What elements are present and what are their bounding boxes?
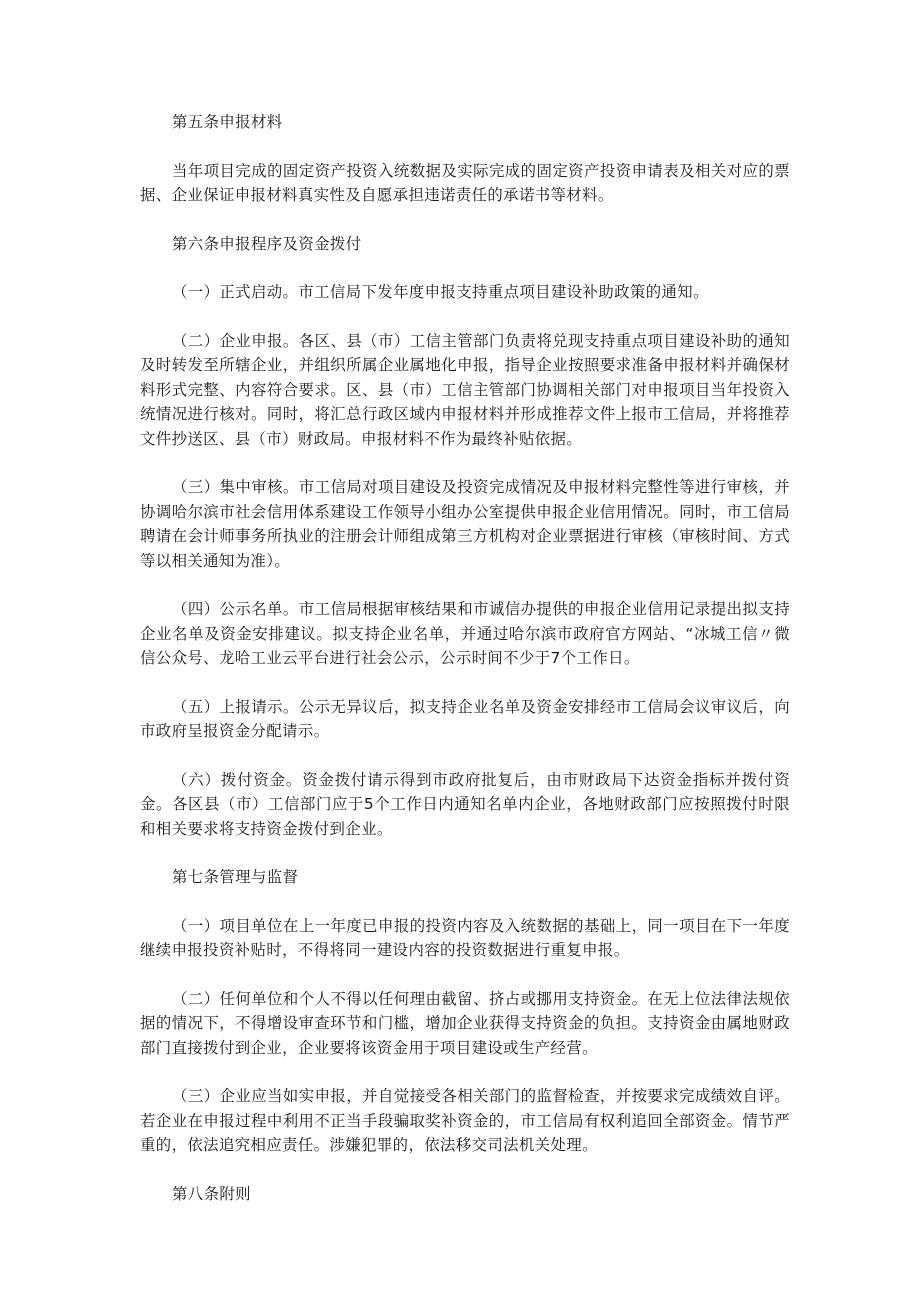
article-7-item-3: （三）企业应当如实申报，并自觉接受各相关部门的监督检查，并按要求完成绩效自评。若企业在申报过程中利用不正当手段骗取奖补资金的，市工信局有权利追回全部资金。情节严重的，依法追究相应责任。涉嫌犯罪的，依法移交司法机关处理。	[140, 1087, 790, 1154]
article-5-heading: 第五条申报材料	[172, 113, 283, 131]
article-6-item-6: （六）拨付资金。资金拨付请示得到市政府批复后，由市财政局下达资金指标并拨付资金。各区县（市）工信部门应于5个工作日内通知名单内企业，各地财政部门应按照拨付时限和相关要求将支持资金拨付到企业。	[140, 770, 790, 838]
article-6-item-2: （二）企业申报。各区、县（市）工信主管部门负责将兑现支持重点项目建设补助的通知及时转发至所辖企业，并组织所属企业属地化申报，指导企业按照要求准备申报材料并确保材料形式完整、内容符合要求。区、县（市）工信主管部门协调相关部门对申报项目当年投资入统情况进行核对。同时，将汇总行政区域内申报材料并形成推荐文件上报市工信局，并将推荐文件抄送区、县（市）财政局。申报材料不作为最终补贴依据。	[140, 331, 790, 448]
article-8-heading: 第八条附则	[172, 1184, 251, 1203]
article-6-heading: 第六条申报程序及资金拨付	[172, 234, 362, 253]
article-6-item-5: （五）上报请示。公示无异议后，拟支持企业名单及资金安排经市工信局会议审议后，向市政府呈报资金分配请示。	[140, 697, 790, 740]
article-5-paragraph: 当年项目完成的固定资产投资入统数据及实际完成的固定资产投资申请表及相关对应的票据、企业保证申报材料真实性及自愿承担违诺责任的承诺书等材料。	[140, 161, 790, 204]
document-page	[140, 110, 790, 1230]
article-7-item-2: （二）任何单位和个人不得以任何理由截留、挤占或挪用支持资金。在无上位法律法规依据的情况下，不得增设审查环节和门槛，增加企业获得支持资金的负担。支持资金由属地财政部门直接拨付到企业，企业要将该资金用于项目建设或生产经营。	[140, 989, 790, 1057]
article-6-item-1: （一）正式启动。市工信局下发年度申报支持重点项目建设补助政策的通知。	[172, 283, 709, 301]
article-7-item-1: （一）项目单位在上一年度已申报的投资内容及入统数据的基础上，同一项目在下一年度继续申报投资补贴时，不得将同一建设内容的投资数据进行重复申报。	[140, 916, 790, 959]
article-7-heading: 第七条管理与监督	[172, 868, 299, 886]
article-6-item-3: （三）集中审核。市工信局对项目建设及投资完成情况及申报材料完整性等进行审核，并协调哈尔滨市社会信用体系建设工作领导小组办公室提供申报企业信用情况。同时，市工信局聘请在会计师事务所执业的注册会计师组成第三方机构对企业票据进行审核（审核时间、方式等以相关通知为准）。	[140, 478, 790, 570]
article-6-item-4: （四）公示名单。市工信局根据审核结果和市诚信办提供的申报企业信用记录提出拟支持企业名单及资金安排建议。拟支持企业名单，并通过哈尔滨市政府官方网站、“冰城工信〃微信公众号、龙哈工业云平台进行社会公示，公示时间不少于7个工作日。	[140, 600, 790, 667]
